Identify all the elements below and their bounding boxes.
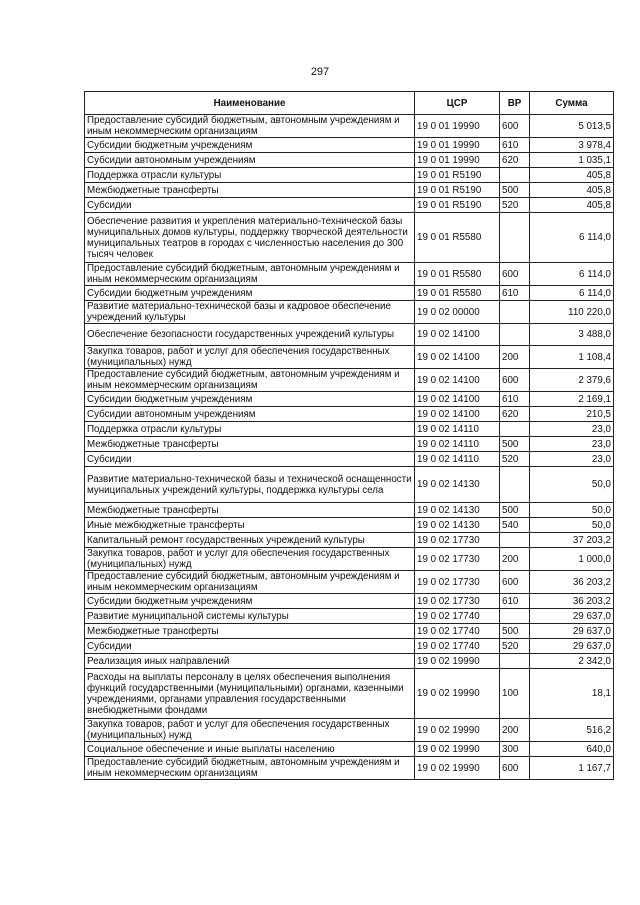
table-row xyxy=(85,548,614,571)
row-name-cell: Субсидии xyxy=(85,198,415,213)
row-csr-cell: 19 0 02 19990 xyxy=(415,669,500,719)
table-body xyxy=(85,115,614,780)
row-sum-cell: 2 342,0 xyxy=(530,654,614,669)
row-csr-cell: 19 0 02 14130 xyxy=(415,467,500,503)
table-row xyxy=(85,138,614,153)
table-row xyxy=(85,286,614,301)
row-csr-cell: 19 0 02 17730 xyxy=(415,594,500,609)
row-name-cell: Закупка товаров, работ и услуг для обеспечения государственных (муниципальных) нужд xyxy=(85,719,415,742)
table-row xyxy=(85,639,614,654)
row-vr-cell: 500 xyxy=(500,503,530,518)
row-sum-cell: 18,1 xyxy=(530,669,614,719)
row-name-cell: Предоставление субсидий бюджетным, автономным учреждениям и иным некоммерческим организациям xyxy=(85,115,415,138)
row-csr-cell: 19 0 01 19990 xyxy=(415,115,500,138)
row-vr-cell: 300 xyxy=(500,742,530,757)
row-csr-cell: 19 0 01 R5580 xyxy=(415,213,500,263)
row-csr-cell: 19 0 01 R5580 xyxy=(415,286,500,301)
row-sum-cell: 405,8 xyxy=(530,168,614,183)
table-row xyxy=(85,452,614,467)
row-sum-cell: 6 114,0 xyxy=(530,213,614,263)
row-csr-cell: 19 0 02 14100 xyxy=(415,407,500,422)
row-name-cell: Поддержка отрасли культуры xyxy=(85,168,415,183)
row-sum-cell: 2 169,1 xyxy=(530,392,614,407)
row-name-cell: Капитальный ремонт государственных учреждений культуры xyxy=(85,533,415,548)
table-row xyxy=(85,571,614,594)
row-sum-cell: 1 108,4 xyxy=(530,346,614,369)
table-header-row xyxy=(85,92,614,115)
row-vr-cell xyxy=(500,213,530,263)
row-csr-cell: 19 0 02 14100 xyxy=(415,392,500,407)
row-vr-cell: 600 xyxy=(500,369,530,392)
row-vr-cell: 600 xyxy=(500,571,530,594)
row-csr-cell: 19 0 02 19990 xyxy=(415,757,500,780)
row-csr-cell: 19 0 01 R5190 xyxy=(415,168,500,183)
column-header-csr: ЦСР xyxy=(415,92,500,115)
row-name-cell: Предоставление субсидий бюджетным, автономным учреждениям и иным некоммерческим организациям xyxy=(85,369,415,392)
row-name-cell: Субсидии бюджетным учреждениям xyxy=(85,138,415,153)
table-row xyxy=(85,757,614,780)
row-sum-cell: 405,8 xyxy=(530,183,614,198)
row-name-cell: Субсидии автономным учреждениям xyxy=(85,407,415,422)
row-csr-cell: 19 0 01 R5190 xyxy=(415,198,500,213)
row-csr-cell: 19 0 02 19990 xyxy=(415,719,500,742)
row-vr-cell: 500 xyxy=(500,624,530,639)
row-name-cell: Субсидии бюджетным учреждениям xyxy=(85,286,415,301)
row-sum-cell: 1 035,1 xyxy=(530,153,614,168)
row-vr-cell: 610 xyxy=(500,286,530,301)
row-vr-cell: 520 xyxy=(500,452,530,467)
table-row xyxy=(85,503,614,518)
row-vr-cell xyxy=(500,654,530,669)
table-row xyxy=(85,669,614,719)
table-row xyxy=(85,392,614,407)
row-name-cell: Обеспечение развития и укрепления материально-технической базы муниципальных домов культуры, поддержку творческой деятельности муниципальных театров в городах с численностью населения до 300 тысяч человек xyxy=(85,213,415,263)
row-sum-cell: 37 203,2 xyxy=(530,533,614,548)
row-sum-cell: 1 000,0 xyxy=(530,548,614,571)
page-number: 297 xyxy=(310,66,330,78)
row-vr-cell xyxy=(500,301,530,324)
row-csr-cell: 19 0 02 17740 xyxy=(415,609,500,624)
row-name-cell: Предоставление субсидий бюджетным, автономным учреждениям и иным некоммерческим организациям xyxy=(85,571,415,594)
row-csr-cell: 19 0 02 19990 xyxy=(415,654,500,669)
table-row xyxy=(85,624,614,639)
table-row xyxy=(85,301,614,324)
row-sum-cell: 50,0 xyxy=(530,518,614,533)
table-row xyxy=(85,594,614,609)
row-vr-cell xyxy=(500,168,530,183)
table-row xyxy=(85,422,614,437)
row-name-cell: Развитие муниципальной системы культуры xyxy=(85,609,415,624)
row-vr-cell xyxy=(500,609,530,624)
row-vr-cell: 500 xyxy=(500,437,530,452)
row-name-cell: Субсидии бюджетным учреждениям xyxy=(85,392,415,407)
row-sum-cell: 3 488,0 xyxy=(530,324,614,346)
row-sum-cell: 29 637,0 xyxy=(530,624,614,639)
row-sum-cell: 516,2 xyxy=(530,719,614,742)
row-vr-cell xyxy=(500,467,530,503)
row-csr-cell: 19 0 02 14110 xyxy=(415,422,500,437)
row-name-cell: Иные межбюджетные трансферты xyxy=(85,518,415,533)
row-vr-cell: 100 xyxy=(500,669,530,719)
row-sum-cell: 3 978,4 xyxy=(530,138,614,153)
row-csr-cell: 19 0 02 00000 xyxy=(415,301,500,324)
row-name-cell: Субсидии автономным учреждениям xyxy=(85,153,415,168)
row-csr-cell: 19 0 02 17740 xyxy=(415,624,500,639)
row-sum-cell: 29 637,0 xyxy=(530,639,614,654)
row-sum-cell: 50,0 xyxy=(530,503,614,518)
row-sum-cell: 110 220,0 xyxy=(530,301,614,324)
table-row xyxy=(85,467,614,503)
row-name-cell: Расходы на выплаты персоналу в целях обеспечения выполнения функций государственными (муниципальными) органами, казенными учреждениями, органами управления государственными внебюджетными фондами xyxy=(85,669,415,719)
row-vr-cell: 500 xyxy=(500,183,530,198)
row-csr-cell: 19 0 02 17740 xyxy=(415,639,500,654)
row-vr-cell: 200 xyxy=(500,346,530,369)
row-vr-cell: 610 xyxy=(500,594,530,609)
row-name-cell: Обеспечение безопасности государственных учреждений культуры xyxy=(85,324,415,346)
row-name-cell: Реализация иных направлений xyxy=(85,654,415,669)
row-csr-cell: 19 0 02 14100 xyxy=(415,369,500,392)
table-row xyxy=(85,346,614,369)
row-csr-cell: 19 0 02 14110 xyxy=(415,437,500,452)
row-sum-cell: 210,5 xyxy=(530,407,614,422)
table-row xyxy=(85,263,614,286)
row-name-cell: Развитие материально-технической базы и технической оснащенности муниципальных учреждений культуры, поддержка культуры села xyxy=(85,467,415,503)
column-header-vr: ВР xyxy=(500,92,530,115)
row-vr-cell: 200 xyxy=(500,548,530,571)
table-row xyxy=(85,609,614,624)
row-sum-cell: 29 637,0 xyxy=(530,609,614,624)
row-sum-cell: 2 379,6 xyxy=(530,369,614,392)
row-sum-cell: 36 203,2 xyxy=(530,571,614,594)
row-vr-cell: 600 xyxy=(500,263,530,286)
table-row xyxy=(85,213,614,263)
row-vr-cell: 620 xyxy=(500,407,530,422)
row-name-cell: Развитие материально-технической базы и кадровое обеспечение учреждений культуры xyxy=(85,301,415,324)
table-row xyxy=(85,742,614,757)
row-sum-cell: 5 013,5 xyxy=(530,115,614,138)
table-row xyxy=(85,654,614,669)
row-vr-cell: 520 xyxy=(500,639,530,654)
table-row xyxy=(85,518,614,533)
table-row xyxy=(85,407,614,422)
row-csr-cell: 19 0 02 17730 xyxy=(415,571,500,594)
row-name-cell: Субсидии бюджетным учреждениям xyxy=(85,594,415,609)
row-name-cell: Межбюджетные трансферты xyxy=(85,183,415,198)
row-sum-cell: 405,8 xyxy=(530,198,614,213)
table-row xyxy=(85,153,614,168)
column-header-name: Наименование xyxy=(85,92,415,115)
table-row xyxy=(85,168,614,183)
table-row xyxy=(85,198,614,213)
row-name-cell: Субсидии xyxy=(85,452,415,467)
row-csr-cell: 19 0 02 19990 xyxy=(415,742,500,757)
table-row xyxy=(85,324,614,346)
row-sum-cell: 23,0 xyxy=(530,452,614,467)
row-name-cell: Предоставление субсидий бюджетным, автономным учреждениям и иным некоммерческим организациям xyxy=(85,757,415,780)
row-vr-cell xyxy=(500,533,530,548)
row-csr-cell: 19 0 02 17730 xyxy=(415,548,500,571)
table-row xyxy=(85,719,614,742)
row-sum-cell: 1 167,7 xyxy=(530,757,614,780)
table-row xyxy=(85,437,614,452)
row-vr-cell: 610 xyxy=(500,138,530,153)
row-sum-cell: 23,0 xyxy=(530,422,614,437)
row-csr-cell: 19 0 01 R5190 xyxy=(415,183,500,198)
table-row xyxy=(85,115,614,138)
row-csr-cell: 19 0 02 14130 xyxy=(415,518,500,533)
row-sum-cell: 50,0 xyxy=(530,467,614,503)
row-vr-cell: 540 xyxy=(500,518,530,533)
row-csr-cell: 19 0 02 14130 xyxy=(415,503,500,518)
row-name-cell: Социальное обеспечение и иные выплаты населению xyxy=(85,742,415,757)
column-header-sum: Сумма xyxy=(530,92,614,115)
row-vr-cell: 600 xyxy=(500,757,530,780)
table-row xyxy=(85,369,614,392)
row-sum-cell: 6 114,0 xyxy=(530,263,614,286)
row-csr-cell: 19 0 02 14110 xyxy=(415,452,500,467)
row-vr-cell xyxy=(500,422,530,437)
row-name-cell: Предоставление субсидий бюджетным, автономным учреждениям и иным некоммерческим организациям xyxy=(85,263,415,286)
row-vr-cell xyxy=(500,324,530,346)
row-sum-cell: 23,0 xyxy=(530,437,614,452)
row-name-cell: Поддержка отрасли культуры xyxy=(85,422,415,437)
row-name-cell: Субсидии xyxy=(85,639,415,654)
row-vr-cell: 610 xyxy=(500,392,530,407)
row-csr-cell: 19 0 02 17730 xyxy=(415,533,500,548)
row-name-cell: Закупка товаров, работ и услуг для обеспечения государственных (муниципальных) нужд xyxy=(85,548,415,571)
row-vr-cell: 200 xyxy=(500,719,530,742)
row-csr-cell: 19 0 01 19990 xyxy=(415,153,500,168)
row-name-cell: Межбюджетные трансферты xyxy=(85,503,415,518)
row-sum-cell: 36 203,2 xyxy=(530,594,614,609)
row-csr-cell: 19 0 02 14100 xyxy=(415,346,500,369)
row-csr-cell: 19 0 01 R5580 xyxy=(415,263,500,286)
row-vr-cell: 620 xyxy=(500,153,530,168)
table-row xyxy=(85,533,614,548)
budget-table xyxy=(84,91,614,780)
row-csr-cell: 19 0 02 14100 xyxy=(415,324,500,346)
row-vr-cell: 600 xyxy=(500,115,530,138)
row-name-cell: Межбюджетные трансферты xyxy=(85,437,415,452)
row-name-cell: Закупка товаров, работ и услуг для обеспечения государственных (муниципальных) нужд xyxy=(85,346,415,369)
row-sum-cell: 6 114,0 xyxy=(530,286,614,301)
row-sum-cell: 640,0 xyxy=(530,742,614,757)
row-name-cell: Межбюджетные трансферты xyxy=(85,624,415,639)
table-row xyxy=(85,183,614,198)
row-vr-cell: 520 xyxy=(500,198,530,213)
row-csr-cell: 19 0 01 19990 xyxy=(415,138,500,153)
